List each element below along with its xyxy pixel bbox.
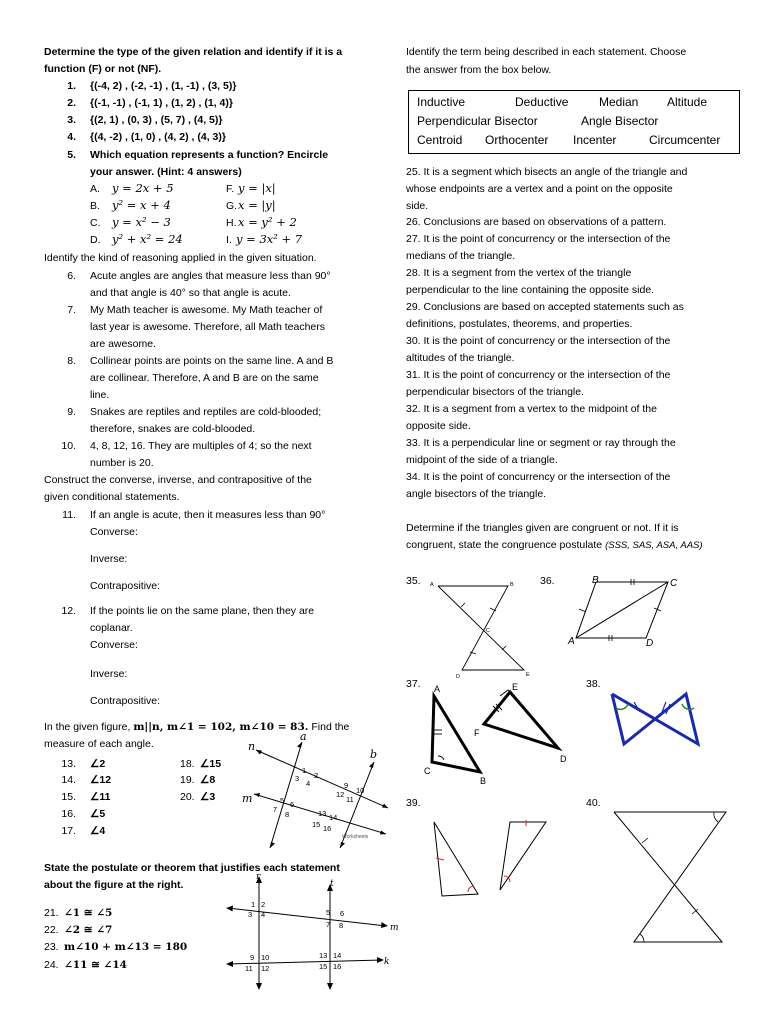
arrow-head xyxy=(256,983,262,990)
arrow-head xyxy=(254,793,260,797)
angle-number: 3 xyxy=(295,774,300,783)
problem-number: 38. xyxy=(586,678,601,690)
line-n xyxy=(256,750,388,808)
item-number: 3. xyxy=(67,114,76,126)
statement-text: 29. Conclusions are based on accepted statements such as xyxy=(406,301,684,313)
angle-number: 8 xyxy=(285,810,290,819)
angle-number: 5 xyxy=(280,796,285,805)
intersecting-lines-figure xyxy=(226,872,399,992)
statement-text: angle bisectors of the triangle. xyxy=(406,488,547,500)
vertex-label: C xyxy=(486,628,490,634)
statement-text: 33. It is a perpendicular line or segment or ray through the xyxy=(406,437,676,449)
heading-text: In the given figure, xyxy=(44,721,134,733)
fig-label-a: a xyxy=(300,730,307,743)
angle-number: 14 xyxy=(329,813,338,822)
part7-heading-line1: Determine if the triangles given are congruent or not. If it is xyxy=(406,522,679,534)
angle-number: 16 xyxy=(333,962,342,971)
item-number: 21. xyxy=(44,907,59,919)
choice-equation[interactable]: y² = x + 4 xyxy=(112,198,171,212)
angle-number: 4 xyxy=(261,910,266,919)
item-number: 12. xyxy=(61,605,76,617)
fig-label-m: m xyxy=(390,923,399,933)
conditional-statement: If an angle is acute, then it measures less than 90° xyxy=(90,509,326,521)
part6-heading-line1: Identify the term being described in each statement. Choose xyxy=(406,46,687,58)
vertex-label: B xyxy=(510,582,514,588)
term-option: Circumcenter xyxy=(649,133,721,147)
part5-heading-line1: State the postulate or theorem that justifies each statement xyxy=(44,862,340,874)
statement-text: medians of the triangle. xyxy=(406,250,516,262)
statement-text: perpendicular to the line containing the opposite side. xyxy=(406,284,655,296)
situation-text: last year is awesome. Therefore, all Math teachers xyxy=(90,321,325,333)
parallelogram-figure-36 xyxy=(568,574,682,649)
angle-number: 6 xyxy=(290,800,295,809)
part3-heading-line2: given conditional statements. xyxy=(44,491,180,503)
statement-text: whose endpoints are a vertex and a point on the opposite xyxy=(406,183,673,195)
statement-item: m∠10 + m∠13 = 180 xyxy=(64,941,188,953)
angle-item: ∠12 xyxy=(90,774,112,786)
part6-heading-line2: the answer from the box below. xyxy=(406,64,552,76)
angle-number: 3 xyxy=(248,910,253,919)
angle-number: 16 xyxy=(323,824,332,833)
item-number: 22. xyxy=(44,924,59,936)
angle-number: 1 xyxy=(251,900,256,909)
problem-number: 37. xyxy=(406,678,421,690)
conditional-statement: If the points lie on the same plane, then they are xyxy=(90,605,315,617)
relation-text: {(-1, -1) , (-1, 1) , (1, 2) , (1, 4)} xyxy=(90,97,233,109)
answer-choices-box xyxy=(408,90,740,154)
problem-number: 39. xyxy=(406,797,421,809)
choice-label: D. xyxy=(90,234,101,246)
conditional-statement: coplanar. xyxy=(90,622,133,634)
statement-text: opposite side. xyxy=(406,420,471,432)
situation-text: Acute angles are angles that measure less than 90° xyxy=(90,270,331,282)
converse-label: Converse: xyxy=(90,526,138,538)
term-option: Centroid xyxy=(417,133,463,147)
item-number: 18. xyxy=(180,758,195,770)
choice-equation[interactable]: y = 2x + 5 xyxy=(112,181,174,195)
fig-label-n: n xyxy=(248,740,256,753)
angle-number: 15 xyxy=(319,962,328,971)
statement-text: altitudes of the triangle. xyxy=(406,352,515,364)
item-number: 19. xyxy=(180,774,195,786)
triangles-figure-40 xyxy=(610,810,734,946)
vertex-label: D xyxy=(646,638,654,649)
term-option: Deductive xyxy=(515,95,569,109)
item-number: 23. xyxy=(44,941,59,953)
statement-item: ∠1 ≅ ∠5 xyxy=(64,907,113,919)
converse-label: Converse: xyxy=(90,639,138,651)
angle-number: 8 xyxy=(339,921,344,930)
item-number: 13. xyxy=(61,758,76,770)
angle-item: ∠5 xyxy=(90,808,106,820)
watermark-text: Worksheets xyxy=(342,834,369,840)
angle-item: ∠11 xyxy=(90,791,111,803)
statement-text: 32. It is a segment from a vertex to the midpoint of the xyxy=(406,403,657,415)
choice-equation[interactable]: x = y² + 2 xyxy=(238,215,297,229)
item-number: 24. xyxy=(44,959,59,971)
contrapositive-label: Contrapositive: xyxy=(90,580,161,592)
angle-number: 13 xyxy=(319,951,328,960)
statement-text: 28. It is a segment from the vertex of the triangle xyxy=(406,267,632,279)
angle-item: ∠3 xyxy=(200,791,216,803)
statement-item: ∠2 ≅ ∠7 xyxy=(64,924,113,936)
arrow-head xyxy=(340,842,345,848)
vertex-label: E xyxy=(512,682,519,692)
item-number: 11. xyxy=(62,509,76,521)
angle-number: 12 xyxy=(261,964,270,973)
relation-text: {(2, 1) , (0, 3) , (5, 7) , (4, 5)} xyxy=(90,114,223,126)
arrow-head xyxy=(256,750,262,755)
angle-number: 2 xyxy=(314,771,319,780)
vertex-label: B xyxy=(480,776,487,786)
right-column xyxy=(384,0,768,1024)
triangle-figure-35 xyxy=(430,580,540,680)
arrow-head xyxy=(270,842,275,848)
part3-heading-line1: Construct the converse, inverse, and contrapositive of the xyxy=(44,474,312,486)
item-number: 7. xyxy=(67,304,76,316)
situation-text: number is 20. xyxy=(90,457,154,469)
item-number: 6. xyxy=(67,270,76,282)
choice-equation[interactable]: y = 3x² + 7 xyxy=(236,232,303,246)
vertex-label: A xyxy=(434,684,441,694)
part2-heading: Identify the kind of reasoning applied in the given situation. xyxy=(44,252,317,264)
choice-label: A. xyxy=(90,183,100,195)
q5-text-line1: Which equation represents a function? Encircle xyxy=(90,149,329,161)
angle-number: 12 xyxy=(336,790,345,799)
term-option: Median xyxy=(599,95,639,109)
item-number: 4. xyxy=(67,131,76,143)
item-number: 5. xyxy=(67,149,76,161)
angle-number: 1 xyxy=(302,766,307,775)
part5-heading-line2: about the figure at the right. xyxy=(44,879,184,891)
heading-text: Find the xyxy=(308,721,350,733)
choice-label: H. xyxy=(226,217,237,229)
fig-label-r: r xyxy=(256,872,261,882)
triangles-figure-39 xyxy=(430,818,550,898)
angle-number: 7 xyxy=(326,920,331,929)
situation-text: Collinear points are points on the same line. A and B xyxy=(90,355,334,367)
situation-text: therefore, snakes are cold-blooded. xyxy=(90,423,256,435)
statement-text: 34. It is the point of concurrency or the intersection of the xyxy=(406,471,671,483)
term-option: Orthocenter xyxy=(485,133,549,147)
fig-label-m: m xyxy=(242,792,253,805)
choice-label: C. xyxy=(90,217,101,229)
item-number: 2. xyxy=(67,97,76,109)
heading-math: m||n, m∠1 = 102, m∠10 = 83. xyxy=(133,721,309,733)
heading-text: congruent, state the congruence postulate xyxy=(406,539,606,551)
choice-label: F. xyxy=(226,183,235,195)
arrow-head xyxy=(377,957,384,963)
angle-item: ∠2 xyxy=(90,758,106,770)
angle-number: 15 xyxy=(312,820,321,829)
angle-number: 11 xyxy=(245,964,253,973)
statement-text: midpoint of the side of a triangle. xyxy=(406,454,558,466)
angle-number: 10 xyxy=(261,953,270,962)
statement-text: 26. Conclusions are based on observations of a pattern. xyxy=(406,216,667,228)
angle-item: ∠4 xyxy=(90,825,106,837)
situation-text: are awesome. xyxy=(90,338,156,350)
choice-label: I. xyxy=(226,234,232,246)
angle-number: 6 xyxy=(340,909,345,918)
problem-number: 35. xyxy=(406,575,421,587)
statement-text: definitions, postulates, theorems, and properties. xyxy=(406,318,633,330)
situation-text: and that angle is 40° so that angle is acute. xyxy=(90,287,291,299)
arrow-head xyxy=(226,906,233,912)
angle-number: 9 xyxy=(344,781,349,790)
item-number: 8. xyxy=(67,355,76,367)
angle-number: 14 xyxy=(333,951,342,960)
vertex-label: F xyxy=(474,728,480,738)
angle-number: 5 xyxy=(326,908,331,917)
vertex-label: B xyxy=(592,575,599,586)
problem-number: 40. xyxy=(586,797,601,809)
situation-text: Snakes are reptiles and reptiles are cold-blooded; xyxy=(90,406,322,418)
fig-label-t: t xyxy=(330,879,334,889)
angle-number: 4 xyxy=(306,779,311,788)
item-number: 1. xyxy=(67,80,76,92)
part1-heading-line2: function (F) or not (NF). xyxy=(44,63,162,75)
contrapositive-label: Contrapositive: xyxy=(90,695,161,707)
statement-item: ∠11 ≅ ∠14 xyxy=(64,959,127,971)
vertex-label: C xyxy=(424,766,431,776)
parallel-lines-figure xyxy=(240,730,390,850)
term-option: Altitude xyxy=(667,95,708,109)
angle-number: 10 xyxy=(356,786,365,795)
situation-text: are collinear. Therefore, A and B are on the same xyxy=(90,372,319,384)
arrow-head xyxy=(369,762,374,768)
situation-text: 4, 8, 12, 16. They are multiples of 4; so the next xyxy=(90,440,312,452)
statement-text: 31. It is the point of concurrency or the intersection of the xyxy=(406,369,671,381)
situation-text: line. xyxy=(90,389,110,401)
item-number: 17. xyxy=(61,825,76,837)
term-option: Incenter xyxy=(573,133,617,147)
arrow-head xyxy=(327,983,333,990)
angle-number: 2 xyxy=(261,900,266,909)
vertex-label: E xyxy=(526,672,530,678)
item-number: 15. xyxy=(61,791,76,803)
choice-equation[interactable]: y = |x| xyxy=(238,181,276,195)
statement-text: perpendicular bisectors of the triangle. xyxy=(406,386,585,398)
triangles-figure-37 xyxy=(424,678,574,788)
arrow-head xyxy=(226,961,233,967)
relation-text: {(4, -2) , (1, 0) , (4, 2) , (4, 3)} xyxy=(90,131,226,143)
choice-equation[interactable]: y = x² − 3 xyxy=(112,215,171,229)
vertex-label: D xyxy=(560,754,567,764)
choice-label: B. xyxy=(90,200,100,212)
relation-text: {(-4, 2) , (-2, -1) , (1, -1) , (3, 5)} xyxy=(90,80,237,92)
vertex-label: D xyxy=(456,674,460,680)
angle-item: ∠15 xyxy=(200,758,222,770)
q5-text-line2: your answer. (Hint: 4 answers) xyxy=(90,166,242,178)
vertex-label: A xyxy=(568,636,575,647)
choice-equation[interactable]: y² + x² = 24 xyxy=(112,232,183,246)
item-number: 16. xyxy=(61,808,76,820)
vertex-label: A xyxy=(430,582,434,588)
part7-heading-line2 xyxy=(406,537,703,554)
choice-equation[interactable]: x = |y| xyxy=(238,198,276,212)
statement-text: side. xyxy=(406,200,429,212)
angle-item: ∠8 xyxy=(200,774,216,786)
angle-number: 11 xyxy=(346,795,354,804)
vertex-label: C xyxy=(670,578,678,589)
bowtie-figure-38 xyxy=(602,690,712,750)
inverse-label: Inverse: xyxy=(90,553,128,565)
part4-heading-line2: measure of each angle. xyxy=(44,738,154,750)
angle-number: 9 xyxy=(250,953,255,962)
heading-text: (SSS, SAS, ASA, AAS) xyxy=(605,540,703,551)
statement-text: 27. It is the point of concurrency or the intersection of the xyxy=(406,233,671,245)
problem-number: 36. xyxy=(540,575,555,587)
part1-heading-line1: Determine the type of the given relation and identify if it is a xyxy=(44,46,343,58)
angle-numbers xyxy=(273,766,369,840)
situation-text: My Math teacher is awesome. My Math teacher of xyxy=(90,304,323,316)
statement-text: 30. It is the point of concurrency or the intersection of the xyxy=(406,335,671,347)
item-number: 20. xyxy=(180,791,195,803)
term-option: Angle Bisector xyxy=(581,114,659,128)
term-option: Perpendicular Bisector xyxy=(417,114,538,128)
item-number: 9. xyxy=(67,406,76,418)
statement-text: 25. It is a segment which bisects an angle of the triangle and xyxy=(406,166,688,178)
inverse-label: Inverse: xyxy=(90,668,128,680)
item-number: 10. xyxy=(61,440,76,452)
choice-label: G. xyxy=(226,200,238,212)
fig-label-k: k xyxy=(384,957,390,967)
term-option: Inductive xyxy=(417,95,466,109)
item-number: 14. xyxy=(61,774,76,786)
angle-number: 7 xyxy=(273,805,278,814)
angle-number: 13 xyxy=(318,809,327,818)
fig-label-b: b xyxy=(370,748,378,761)
